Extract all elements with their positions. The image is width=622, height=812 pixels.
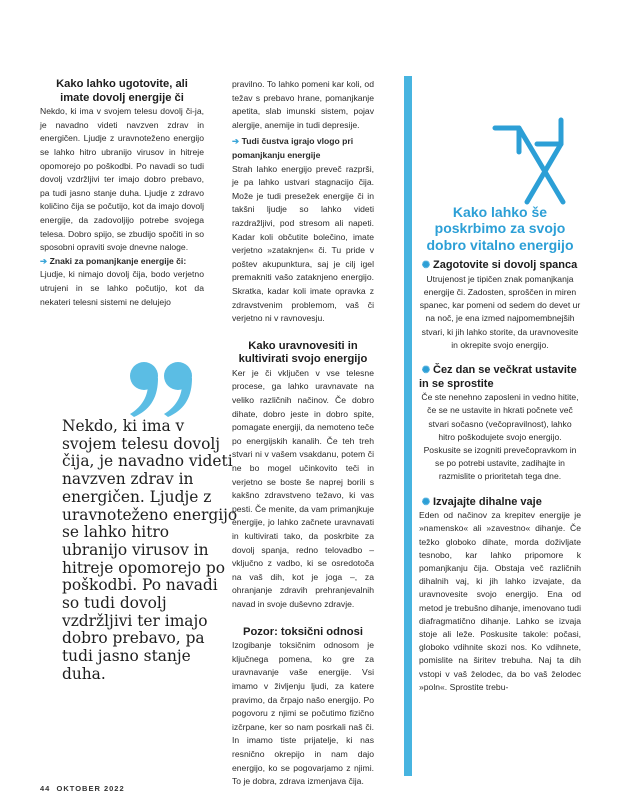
sidebar-paragraph: Če ste nenehno zaposleni in vedno hitite, če se ne ustavite in hkrati počnete več stvari sočasno (večopravilnost), lahko hitro poškodujete svojo energijo. Poskusite se izogniti prevečopravkom in se po potrebi ustavite, zadihajte in razmislite o prioritetah tega dne. (421, 392, 579, 482)
sidebar-box (419, 204, 581, 694)
section-heading: Kako uravnovesiti in kultivirati svojo energijo (238, 339, 368, 366)
paragraph: Nekdo, ki ima v svojem telesu dovolj či-ja, je navadno videti navzven zdrav in energičen. Ljudje z uravnoteženo energijo se lahko hitro ubranijo virusov in hitreje opomorejo po poškodbi. Po navadi so tudi dovolj vzdržljivi ter imajo dobro prebavo, pa tudi jasno stanje duha. Ljudje z zdravo količino čija se počutijo, kot da imajo dovolj energije, da zadovoljijo potrebe svojega telesa. Dobro spijo, se zbudijo spočiti in so sposobni opraviti svoje dnevne naloge. (40, 106, 204, 253)
paragraph: Ker je či vključen v vse telesne procese, ga lahko uravnavate na veliko različnih načinov. Če dobro dihate, dobro jeste in dobro spite, pomagate energiji, da nemoteno teče po energijskih kanalih. Če teh treh stvari ni v vašem vsakdanu, potem či ne bo mogel učinkovito teči in verjetno se boste še naprej borili s kakšno zdravstveno težavo, ki vas pesti. Če menite, da vam primanjkuje energije, jo lahko začnete uravnavati in kultivirati tako, da poskrbite za dovolj spanja, redno telovadbo – vključno z vadbo, ki se osredotoča na vaš dih, kot je joga –, za ohranjanje zdravih prehranjevalnih navad in svoje duševno zdravje. (232, 367, 374, 609)
sidebar-heading: ✺ Izvajajte dihalne vaje (419, 496, 581, 510)
section-heading: Pozor: toksični odnosi (243, 625, 363, 638)
page-number: 44 (40, 784, 51, 793)
sidebar-accent-bar (404, 76, 412, 776)
sun-burst-icon: ✺ (421, 496, 431, 508)
page-footer (40, 784, 125, 793)
arrow-right-icon: ➔ (232, 136, 240, 147)
sidebar-title: Kako lahko še poskrbimo za svojo dobro vitalno energijo (426, 204, 574, 253)
subheading-text: Znaki za pomanjkanje energije či: (49, 255, 187, 266)
subheading (40, 255, 204, 269)
sidebar-heading: ✺ Čez dan se večkrat ustavite in se sprostite (419, 364, 577, 390)
subheading (232, 135, 374, 162)
pull-quote: Nekdo, ki ima v svojem telesu dovolj čija, je navadno videti navzven zdrav in energičen. Ljudje z uravnoteženo energijo se lahko hitro ubranijo virusov in hitreje opomorejo po poškodbi. Po navadi so tudi dovolj vzdržljivi ter imajo dobro prebavo, pa tudi jasno stanje duha. (62, 417, 238, 683)
issue-date: OKTOBER 2022 (56, 784, 125, 793)
sidebar-paragraph: Utrujenost je tipičen znak pomanjkanja energije či. Zadosten, sproščen in miren spanec, kar pomeni od sedem do devet ur na noč, je ena izmed najpomembnejših stvari, ki jih lahko storite, da uravnovesite in okrepite svojo energijo. (419, 273, 581, 350)
decorative-arrows-icon (487, 116, 567, 206)
paragraph: pravilno. To lahko pomeni kar koli, od težav s prebavo hrane, pomanjkanje apetita, slab imunski sistem, pojav alergije, anemije in tudi depresije. (232, 79, 374, 130)
sidebar-paragraph: Eden od načinov za krepitev energije je »namensko« ali »zavestno« dihanje. Če težko globoko dihate, morda doživljate tesnobo, kar lahko pripomore k pomanjkanju čija. Obstaja več različnih dihalnih vaj, ki jih lahko izvajate, da uravnovesite svojo energijo. Ena od metod je trebušno dihanje, imenovano tudi diafragmatično dihanje. Lahko se izvaja stoje ali leže. Poskusite takole: počasi, globoko vdihnite skozi nos. Ko vdihnete, pomislite na širitev trebuha. Naj ta dih vstopi v vaš želodec, da bo vaš želodec »poln«. Sprostite trebu- (419, 510, 581, 692)
arrow-right-icon: ➔ (40, 255, 48, 266)
section-heading: Kako lahko ugotovite, ali imate dovolj energije či (56, 78, 188, 104)
quote-mark-icon (126, 358, 198, 418)
sun-burst-icon: ✺ (421, 260, 431, 272)
sidebar-heading: ✺ Zagotovite si dovolj spanca (419, 259, 581, 273)
paragraph: Strah lahko energijo preveč razprši, je pa lahko ustvari stagnacijo čija. Može je tudi presežek energije či in takšni ljudje so lahko videti razdražljivi, pod stresom ali napeti. Kadar koli občutite bolečino, imate verjetno »zataknjen« či. Tu pride v poštev akupunktura, saj je cilj igel premakniti vašo zataknjeno energijo. Skratka, kadar koli imate opravka z zdravstvenim problemom, vaš či verjetno ni v ravnovesju. (232, 163, 374, 324)
subheading-text: Tudi čustva igrajo vlogo pri pomanjkanju energije (232, 136, 354, 160)
article-column-2 (232, 78, 374, 789)
paragraph: Izogibanje toksičnim odnosom je ključnega pomena, ko gre za uravnavanje vaše energije. Vsi imamo v življenju ljudi, za katere pravimo, da črpajo našo energijo. Po pogovoru z njimi se počutimo fizično izčrpane, ker so nam posrkali naš či. In imamo tiste prijatelje, ki nas resnično okrepijo in nam dajo energijo, ko se pogovarjamo z njimi. To je dobra, zdrava izmenjava čija. (232, 640, 374, 787)
paragraph: Ljudje, ki nimajo dovolj čija, bodo verjetno utrujeni in se lahko počutijo, kot da nekateri telesni sistemi ne delujejo (40, 269, 204, 307)
sun-burst-icon: ✺ (421, 365, 431, 377)
article-column-1 (40, 78, 204, 309)
